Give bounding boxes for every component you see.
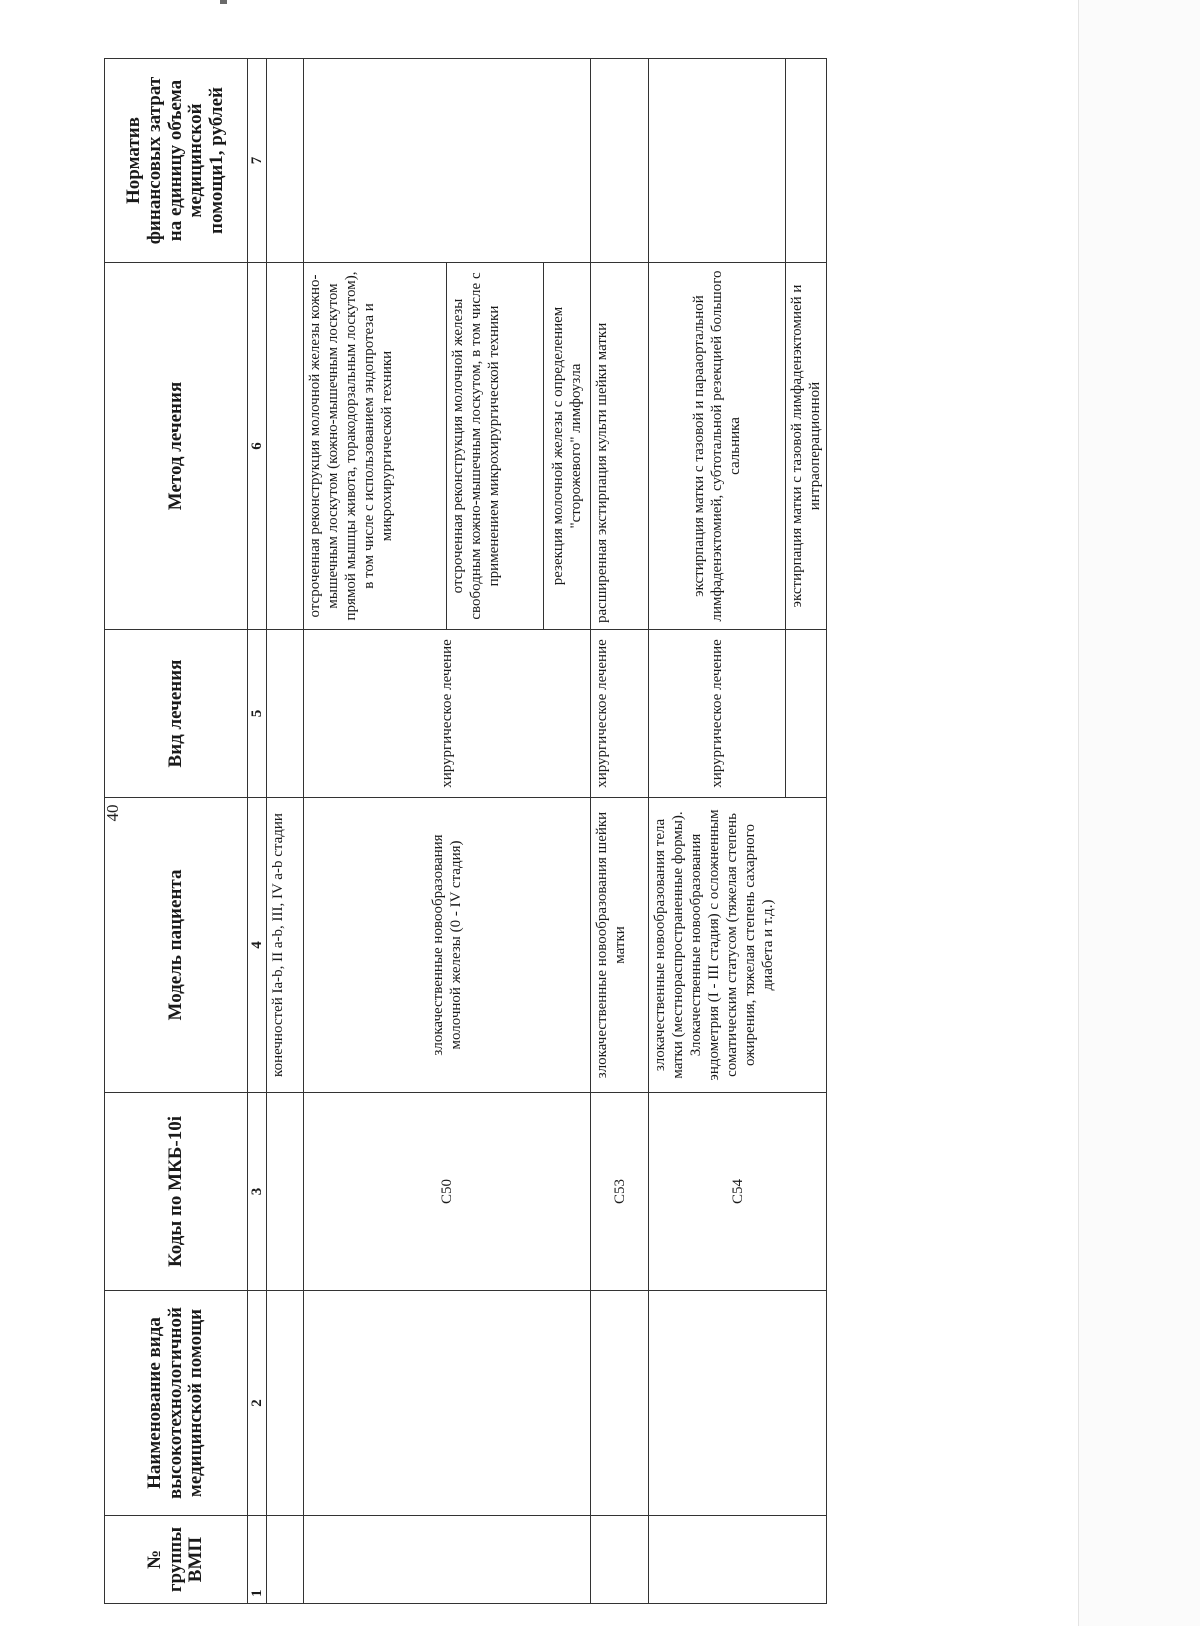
page-number: 40	[103, 804, 122, 822]
page-margin-strip	[1078, 0, 1200, 1626]
column-number: 3	[248, 1093, 267, 1291]
treatment-method-cell: экстирпация матки с тазовой и парааортальной лимфаденэктомией, субтотальной резекцией большого сальника	[649, 263, 786, 630]
column-number: 5	[248, 630, 267, 798]
icd-code-cell: C50	[304, 1093, 591, 1291]
header-cost-norm: Норматив финансовых затрат на единицу объема медицинской помощи1, рублей	[105, 59, 248, 263]
column-number: 1	[248, 1516, 267, 1604]
icd-code-cell: C53	[591, 1093, 649, 1291]
header-patient-model: Модель пациента	[105, 798, 248, 1093]
column-number-row	[248, 59, 267, 1604]
treatment-method-cell: экстирпация матки с тазовой лимфаденэктомией и интраоперационной	[786, 263, 827, 630]
column-number: 4	[248, 798, 267, 1093]
table-row	[649, 59, 786, 1604]
header-icd-codes: Коды по МКБ-10i	[105, 1093, 248, 1291]
icd-code-cell: C54	[649, 1093, 827, 1291]
treatment-type-cell: хирургическое лечение	[649, 630, 786, 798]
vmp-table	[104, 58, 827, 1604]
rotated-table-sheet	[104, 59, 1054, 1604]
treatment-type-cell: хирургическое лечение	[304, 630, 591, 798]
header-group-number: № группы ВМП	[105, 1516, 248, 1604]
treatment-method-cell: резекция молочной железы с определением "сторожевого" лимфоузла	[544, 263, 591, 630]
patient-model-cell: злокачественные новообразования молочной железы (0 - IV стадия)	[304, 798, 591, 1093]
table-row	[267, 59, 304, 1604]
table-row	[304, 59, 447, 1604]
table-row	[591, 59, 649, 1604]
scan-mark	[220, 0, 227, 4]
patient-model-cell: злокачественные новообразования тела матки (местнораспространенные формы). Злокачественные новообразования эндометрия (I - III стадия) с осложненным соматическим статусом (тяжелая степень ожирения, тяжелая степень сахарного диабета и т.д.)	[649, 798, 827, 1093]
patient-model-cell: злокачественные новообразования шейки матки	[591, 798, 649, 1093]
treatment-type-cell: хирургическое лечение	[591, 630, 649, 798]
header-treatment-type: Вид лечения	[105, 630, 248, 798]
patient-model-cell: конечностей Ia-b, II a-b, III, IV a-b стадии	[267, 798, 304, 1093]
treatment-method-cell: расширенная экстирпация культи шейки матки	[591, 263, 649, 630]
header-row	[105, 59, 248, 1604]
treatment-method-cell: отсроченная реконструкция молочной железы свободным кожно-мышечным лоскутом, в том числе с применением микрохирургической техники	[447, 263, 544, 630]
header-treatment-method: Метод лечения	[105, 263, 248, 630]
column-number: 2	[248, 1291, 267, 1516]
header-vmp-name: Наименование вида высокотехнологичной медицинской помощи	[105, 1291, 248, 1516]
treatment-method-cell: отсроченная реконструкция молочной железы кожно-мышечным лоскутом (кожно-мышечным лоскутом прямой мышцы живота, торакодорзальным лоскутом), в том числе с использованием эндопротеза и микрохирургической техники	[304, 263, 447, 630]
column-number: 7	[248, 59, 267, 263]
column-number: 6	[248, 263, 267, 630]
